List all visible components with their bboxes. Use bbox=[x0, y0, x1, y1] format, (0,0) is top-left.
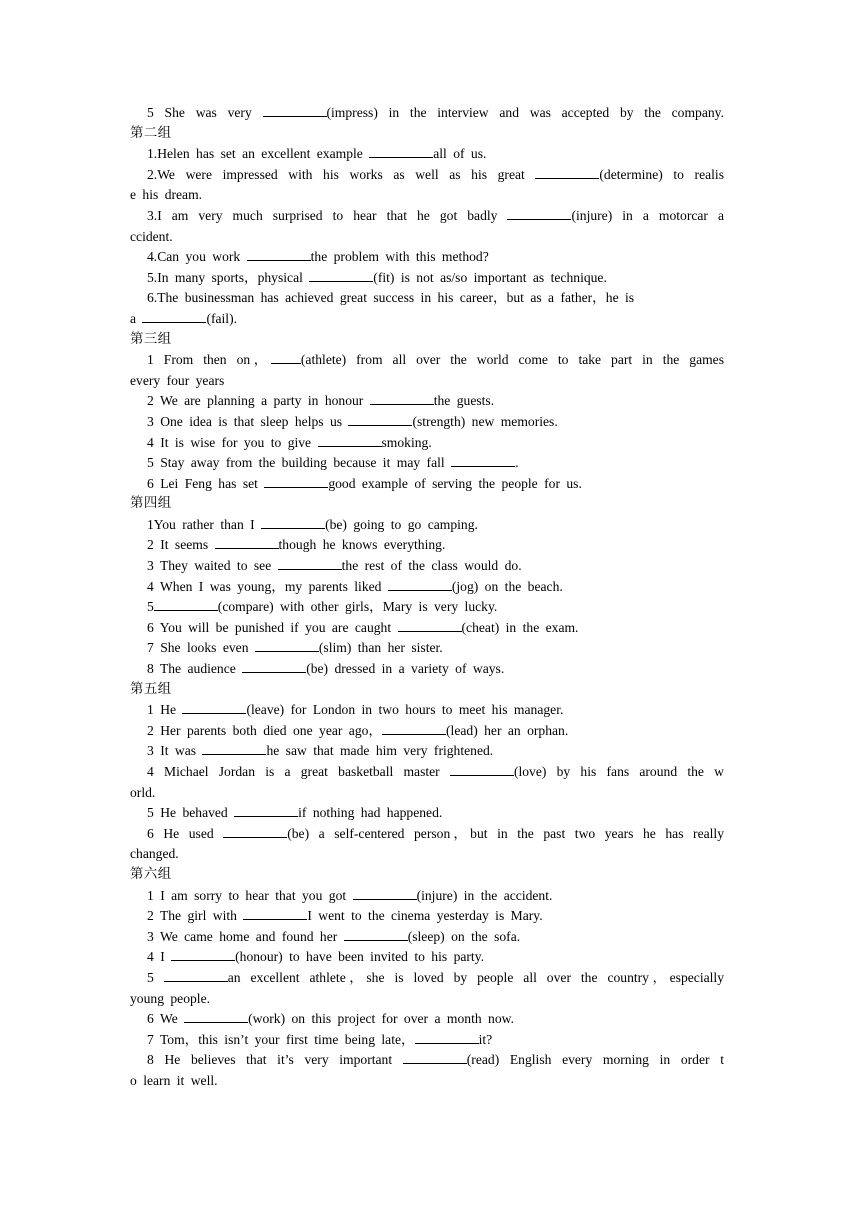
line-text-after: (lead) her an orphan. bbox=[446, 722, 569, 738]
exercise-line bbox=[130, 659, 724, 680]
exercise-line bbox=[130, 1071, 724, 1092]
line-text-after: (love) by his fans around the w bbox=[513, 764, 724, 779]
exercise-line bbox=[130, 906, 724, 927]
answer-blank bbox=[142, 310, 206, 323]
line-text: 8 The audience bbox=[147, 661, 243, 677]
answer-blank bbox=[318, 434, 382, 447]
line-text-after: (slim) than her sister. bbox=[318, 640, 443, 656]
line-text-after: all of us. bbox=[433, 146, 487, 162]
answer-blank bbox=[278, 557, 342, 570]
document-page bbox=[130, 103, 724, 1092]
answer-blank bbox=[242, 660, 306, 673]
exercise-group-g3 bbox=[130, 330, 724, 495]
answer-blank bbox=[382, 722, 446, 735]
line-text: 5.In many sports，physical bbox=[147, 269, 310, 285]
answer-blank bbox=[215, 536, 279, 549]
line-text: every four years bbox=[130, 372, 225, 388]
line-text: 3 We came home and found her bbox=[147, 928, 344, 944]
answer-blank bbox=[403, 1051, 467, 1064]
exercise-line bbox=[130, 433, 724, 454]
exercise-group-g1 bbox=[130, 103, 724, 124]
answer-blank bbox=[264, 475, 328, 488]
line-text-after: I went to the cinema yesterday is Mary. bbox=[307, 908, 543, 924]
line-text: 6 Lei Feng has set bbox=[147, 475, 265, 491]
line-text: 2 Her parents both died one year ago， bbox=[147, 722, 383, 738]
exercise-line bbox=[130, 391, 724, 412]
exercise-line bbox=[130, 144, 724, 165]
exercise-line bbox=[130, 927, 724, 948]
exercise-line bbox=[130, 783, 724, 804]
line-text-after: if nothing had happened. bbox=[298, 805, 443, 821]
answer-blank bbox=[398, 619, 462, 632]
exercise-line bbox=[130, 227, 724, 248]
exercise-line bbox=[130, 371, 724, 392]
answer-blank bbox=[271, 351, 301, 364]
line-text: 6 You will be punished if you are caught bbox=[147, 619, 398, 635]
group-heading: 第四组 bbox=[130, 496, 172, 512]
exercise-line bbox=[130, 700, 724, 721]
line-text: 4 I bbox=[147, 949, 172, 965]
line-text-after: an excellent athlete，she is loved by people all over the country，especially bbox=[227, 969, 724, 985]
answer-blank bbox=[182, 701, 246, 714]
line-text: 5 She was very bbox=[147, 105, 263, 120]
exercise-group-g5 bbox=[130, 680, 724, 865]
exercise-line bbox=[130, 206, 724, 227]
line-text-after: (determine) to realis bbox=[599, 166, 724, 182]
line-text: 4 It is wise for you to give bbox=[147, 434, 318, 450]
answer-blank bbox=[370, 392, 434, 405]
line-text: 6 We bbox=[147, 1011, 185, 1027]
line-text: 2 It seems bbox=[147, 537, 215, 553]
answer-blank bbox=[202, 742, 266, 755]
line-text-after: (be) dressed in a variety of ways. bbox=[306, 661, 505, 677]
line-text-after: (compare) with other girls，Mary is very lucky. bbox=[217, 599, 498, 615]
exercise-line bbox=[130, 1050, 724, 1071]
exercise-group-g2 bbox=[130, 124, 724, 330]
line-text: 2.We were impressed with his works as well as his great bbox=[147, 166, 536, 182]
answer-blank bbox=[348, 413, 412, 426]
answer-blank bbox=[507, 207, 571, 220]
line-text-after: (honour) to have been invited to his party. bbox=[235, 949, 485, 965]
exercise-line bbox=[130, 412, 724, 433]
line-text: 7 She looks even bbox=[147, 640, 255, 656]
exercise-line bbox=[130, 638, 724, 659]
line-text-after: the guests. bbox=[433, 393, 495, 409]
answer-blank bbox=[234, 804, 298, 817]
line-text: a bbox=[130, 310, 143, 326]
exercise-line bbox=[130, 844, 724, 865]
group-heading: 第二组 bbox=[130, 125, 172, 141]
exercise-line bbox=[130, 1030, 724, 1051]
answer-blank bbox=[369, 145, 433, 158]
exercise-line bbox=[130, 721, 724, 742]
line-text: 5 Stay away from the building because it may fall bbox=[147, 455, 452, 471]
line-text-after: it? bbox=[478, 1031, 493, 1047]
answer-blank bbox=[450, 763, 514, 776]
answer-blank bbox=[255, 639, 319, 652]
answer-blank bbox=[309, 269, 373, 282]
line-text: 4 Michael Jordan is a great basketball master bbox=[147, 764, 450, 779]
line-text-after: the rest of the class would do. bbox=[341, 558, 522, 574]
exercise-line bbox=[130, 288, 724, 309]
exercise-group-g6 bbox=[130, 865, 724, 1092]
line-text: 5 bbox=[147, 969, 164, 985]
answer-blank bbox=[388, 578, 452, 591]
line-text: 8 He believes that it’s very important bbox=[147, 1052, 403, 1068]
exercise-line bbox=[130, 762, 724, 783]
exercise-line bbox=[130, 515, 724, 536]
line-text: changed. bbox=[130, 846, 179, 862]
line-text: 6 He used bbox=[147, 825, 224, 841]
exercise-line bbox=[130, 803, 724, 824]
line-text: 6.The businessman has achieved great success in his career，but as a father，he is bbox=[147, 290, 635, 306]
exercise-line bbox=[130, 268, 724, 289]
line-text: ccident. bbox=[130, 228, 173, 244]
answer-blank bbox=[535, 166, 599, 179]
line-text: 4 When I was young，my parents liked bbox=[147, 578, 388, 594]
exercise-line bbox=[130, 989, 724, 1010]
line-text-after: smoking. bbox=[381, 434, 432, 450]
line-text-after: good example of serving the people for us. bbox=[328, 475, 582, 491]
exercise-line bbox=[130, 103, 724, 124]
line-text-after: (be) a self-centered person，but in the past two years he has really bbox=[287, 825, 724, 841]
exercise-line bbox=[130, 535, 724, 556]
line-text: orld. bbox=[130, 784, 156, 800]
exercise-line bbox=[130, 886, 724, 907]
exercise-line bbox=[130, 453, 724, 474]
exercise-line bbox=[130, 968, 724, 989]
exercise-line bbox=[130, 1009, 724, 1030]
line-text: 3 One idea is that sleep helps us bbox=[147, 413, 349, 429]
answer-blank bbox=[184, 1010, 248, 1023]
line-text: 5 He behaved bbox=[147, 805, 235, 821]
group-heading: 第三组 bbox=[130, 331, 172, 347]
line-text-after: (sleep) on the sofa. bbox=[407, 928, 521, 944]
line-text-after: (injure) in a motorcar a bbox=[571, 207, 725, 223]
line-text-after: (strength) new memories. bbox=[412, 413, 558, 429]
exercise-line bbox=[130, 824, 724, 845]
answer-blank bbox=[263, 104, 327, 117]
line-text-after: though he knows everything. bbox=[278, 537, 446, 553]
answer-blank bbox=[154, 598, 218, 611]
exercise-line bbox=[130, 165, 724, 186]
exercise-line bbox=[130, 618, 724, 639]
exercise-group-g4 bbox=[130, 494, 724, 679]
answer-blank bbox=[261, 516, 325, 529]
answer-blank bbox=[223, 825, 287, 838]
answer-blank bbox=[451, 454, 515, 467]
line-text: 3.I am very much surprised to hear that he got badly bbox=[147, 207, 508, 223]
line-text: e his dream. bbox=[130, 187, 203, 203]
line-text-after: (athlete) from all over the world come to take part in the games bbox=[300, 352, 724, 368]
exercise-line bbox=[130, 309, 724, 330]
answer-blank bbox=[247, 248, 311, 261]
line-text: 3 It was bbox=[147, 743, 203, 759]
line-text: 1 From then on， bbox=[147, 352, 271, 368]
answer-blank bbox=[171, 948, 235, 961]
answer-blank bbox=[415, 1031, 479, 1044]
line-text: 2 The girl with bbox=[147, 908, 244, 924]
group-heading: 第六组 bbox=[130, 866, 172, 882]
group-heading: 第五组 bbox=[130, 681, 172, 697]
line-text-after: (cheat) in the exam. bbox=[461, 619, 579, 635]
exercise-line bbox=[130, 474, 724, 495]
line-text-after: (read) English every morning in order t bbox=[466, 1052, 724, 1068]
line-text-after: the problem with this method? bbox=[310, 249, 489, 265]
exercise-line bbox=[130, 597, 724, 618]
line-text-after: (fail). bbox=[206, 310, 238, 326]
line-text: 7 Tom，this isn’t your first time being late， bbox=[147, 1031, 415, 1047]
exercise-line bbox=[130, 947, 724, 968]
line-text-after: . bbox=[515, 455, 519, 471]
line-text: 1.Helen has set an excellent example bbox=[147, 146, 370, 162]
exercise-line bbox=[130, 741, 724, 762]
line-text-after: (work) on this project for over a month now. bbox=[248, 1011, 514, 1027]
exercise-line bbox=[130, 556, 724, 577]
exercise-line bbox=[130, 185, 724, 206]
line-text: 4.Can you work bbox=[147, 249, 247, 265]
line-text-after: (leave) for London in two hours to meet his manager. bbox=[246, 702, 564, 718]
line-text-after: (be) going to go camping. bbox=[325, 516, 478, 532]
line-text-after: (impress) in the interview and was accepted by the company. bbox=[326, 105, 724, 120]
line-text-after: (jog) on the beach. bbox=[451, 578, 563, 594]
answer-blank bbox=[243, 907, 307, 920]
line-text: 1 I am sorry to hear that you got bbox=[147, 887, 353, 903]
line-text: 1You rather than I bbox=[147, 516, 262, 532]
line-text-after: (injure) in the accident. bbox=[416, 887, 553, 903]
line-text: 2 We are planning a party in honour bbox=[147, 393, 370, 409]
line-text: 5 bbox=[147, 599, 154, 615]
line-text: 3 They waited to see bbox=[147, 558, 278, 574]
exercise-line bbox=[130, 350, 724, 371]
line-text: 1 He bbox=[147, 702, 183, 718]
answer-blank bbox=[344, 928, 408, 941]
exercise-line bbox=[130, 577, 724, 598]
line-text-after: (fit) is not as/so important as technique. bbox=[373, 269, 607, 285]
answer-blank bbox=[353, 887, 417, 900]
line-text: young people. bbox=[130, 990, 211, 1006]
exercise-line bbox=[130, 247, 724, 268]
line-text-after: he saw that made him very frightened. bbox=[266, 743, 494, 759]
answer-blank bbox=[164, 969, 228, 982]
line-text: o learn it well. bbox=[130, 1072, 218, 1088]
